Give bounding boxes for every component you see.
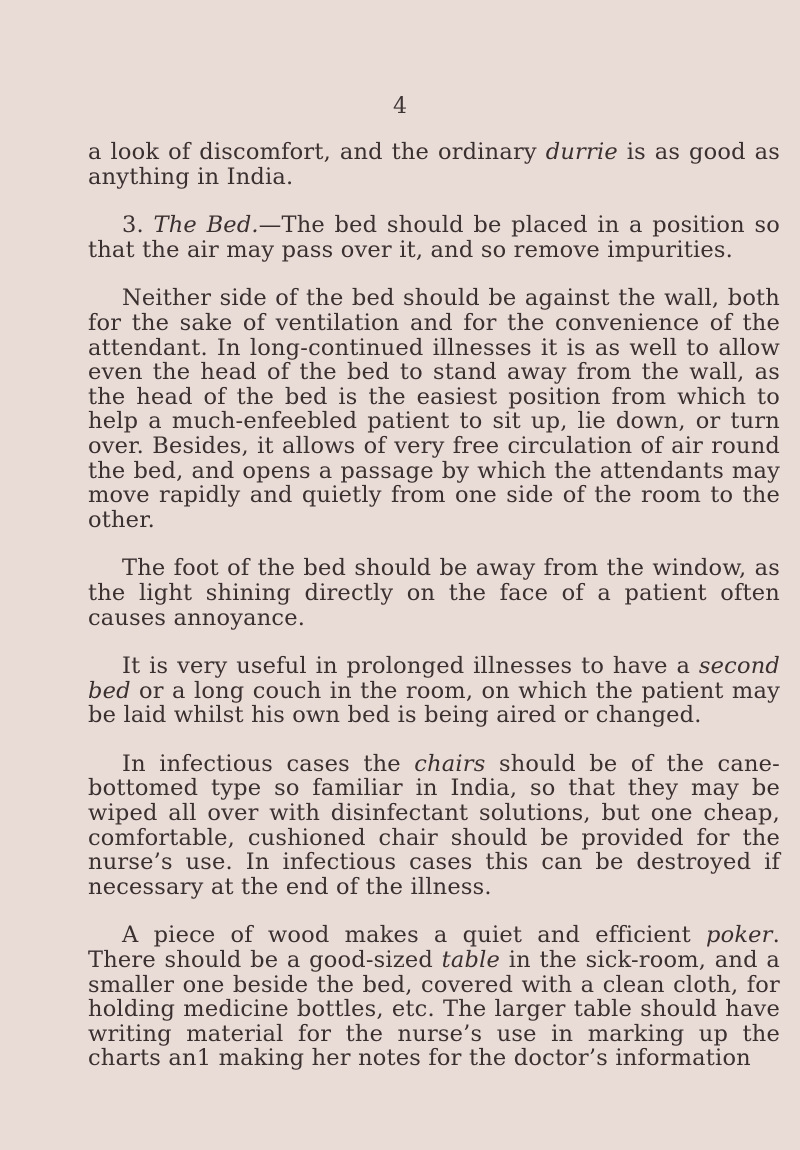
- italic-term: durrie: [545, 139, 618, 165]
- section-heading: The Bed.: [153, 212, 259, 239]
- paragraph-chairs: [88, 752, 780, 900]
- text-run: —The bed should be placed in a position so that the air may pass over it, and so remove impurities.: [88, 212, 780, 263]
- paragraph-second-bed: [88, 654, 780, 728]
- text-run: should be of the cane-bottomed type so familiar in India, so that they may be wiped all over with disinfectant solutions, but one cheap, comfortable, cushioned chair should be provided for the nurse’s use. In infectious cases this can be destroyed if necessary at the end of the illness.: [88, 750, 780, 900]
- italic-term: second bed: [88, 653, 780, 704]
- text-run: is as good as anything in India.: [88, 139, 780, 190]
- page-number: 4: [393, 94, 407, 119]
- paragraph-bed-wall: [88, 286, 780, 532]
- text-run: in the sick-room, and a smaller one beside the bed, covered with a clean cloth, for holding medicine bottles, etc. The larger table should have writing material for the nurse’s use in marking up the charts an1 making her notes for the doctor’s information: [88, 947, 780, 1072]
- body-text: [88, 140, 780, 1095]
- text-run: . There should be a good-sized: [88, 922, 780, 974]
- text-run: or a long couch in the room, on which the patient may be laid whilst his own bed is being aired or changed.: [88, 677, 780, 729]
- text-run: a look of discomfort, and the ordinary: [88, 139, 546, 165]
- italic-term: chairs: [414, 750, 486, 777]
- text-run: The foot of the bed should be away from the window, as the light shining directly on the face of a patient often causes annoyance.: [88, 555, 780, 631]
- section-number: 3.: [122, 212, 154, 239]
- italic-term: poker: [705, 922, 773, 949]
- text-run: Neither side of the bed should be against the wall, both for the sake of ventilation and for the convenience of the attendant. In long-continued illnesses it is as well to allow even the head of the bed to stand away from the wall, as the head of the bed is the easiest position from which to help a much-enfeebled patient to sit up, lie down, or turn over. Besides, it allows of very free circulation of air round the bed, and opens a passage by which the attendants may move rapidly and quietly from one side of the room to the other.: [88, 285, 780, 533]
- paragraph-durrie: [88, 140, 780, 189]
- paragraph-poker-table: [88, 923, 780, 1071]
- text-run: It is very useful in prolonged illnesses to have a: [122, 653, 699, 680]
- paragraph-the-bed: [88, 213, 780, 262]
- text-run: In infectious cases the: [122, 750, 415, 777]
- italic-term: table: [441, 947, 501, 974]
- paragraph-window: [88, 556, 780, 630]
- text-run: A piece of wood makes a quiet and efficient: [122, 922, 706, 949]
